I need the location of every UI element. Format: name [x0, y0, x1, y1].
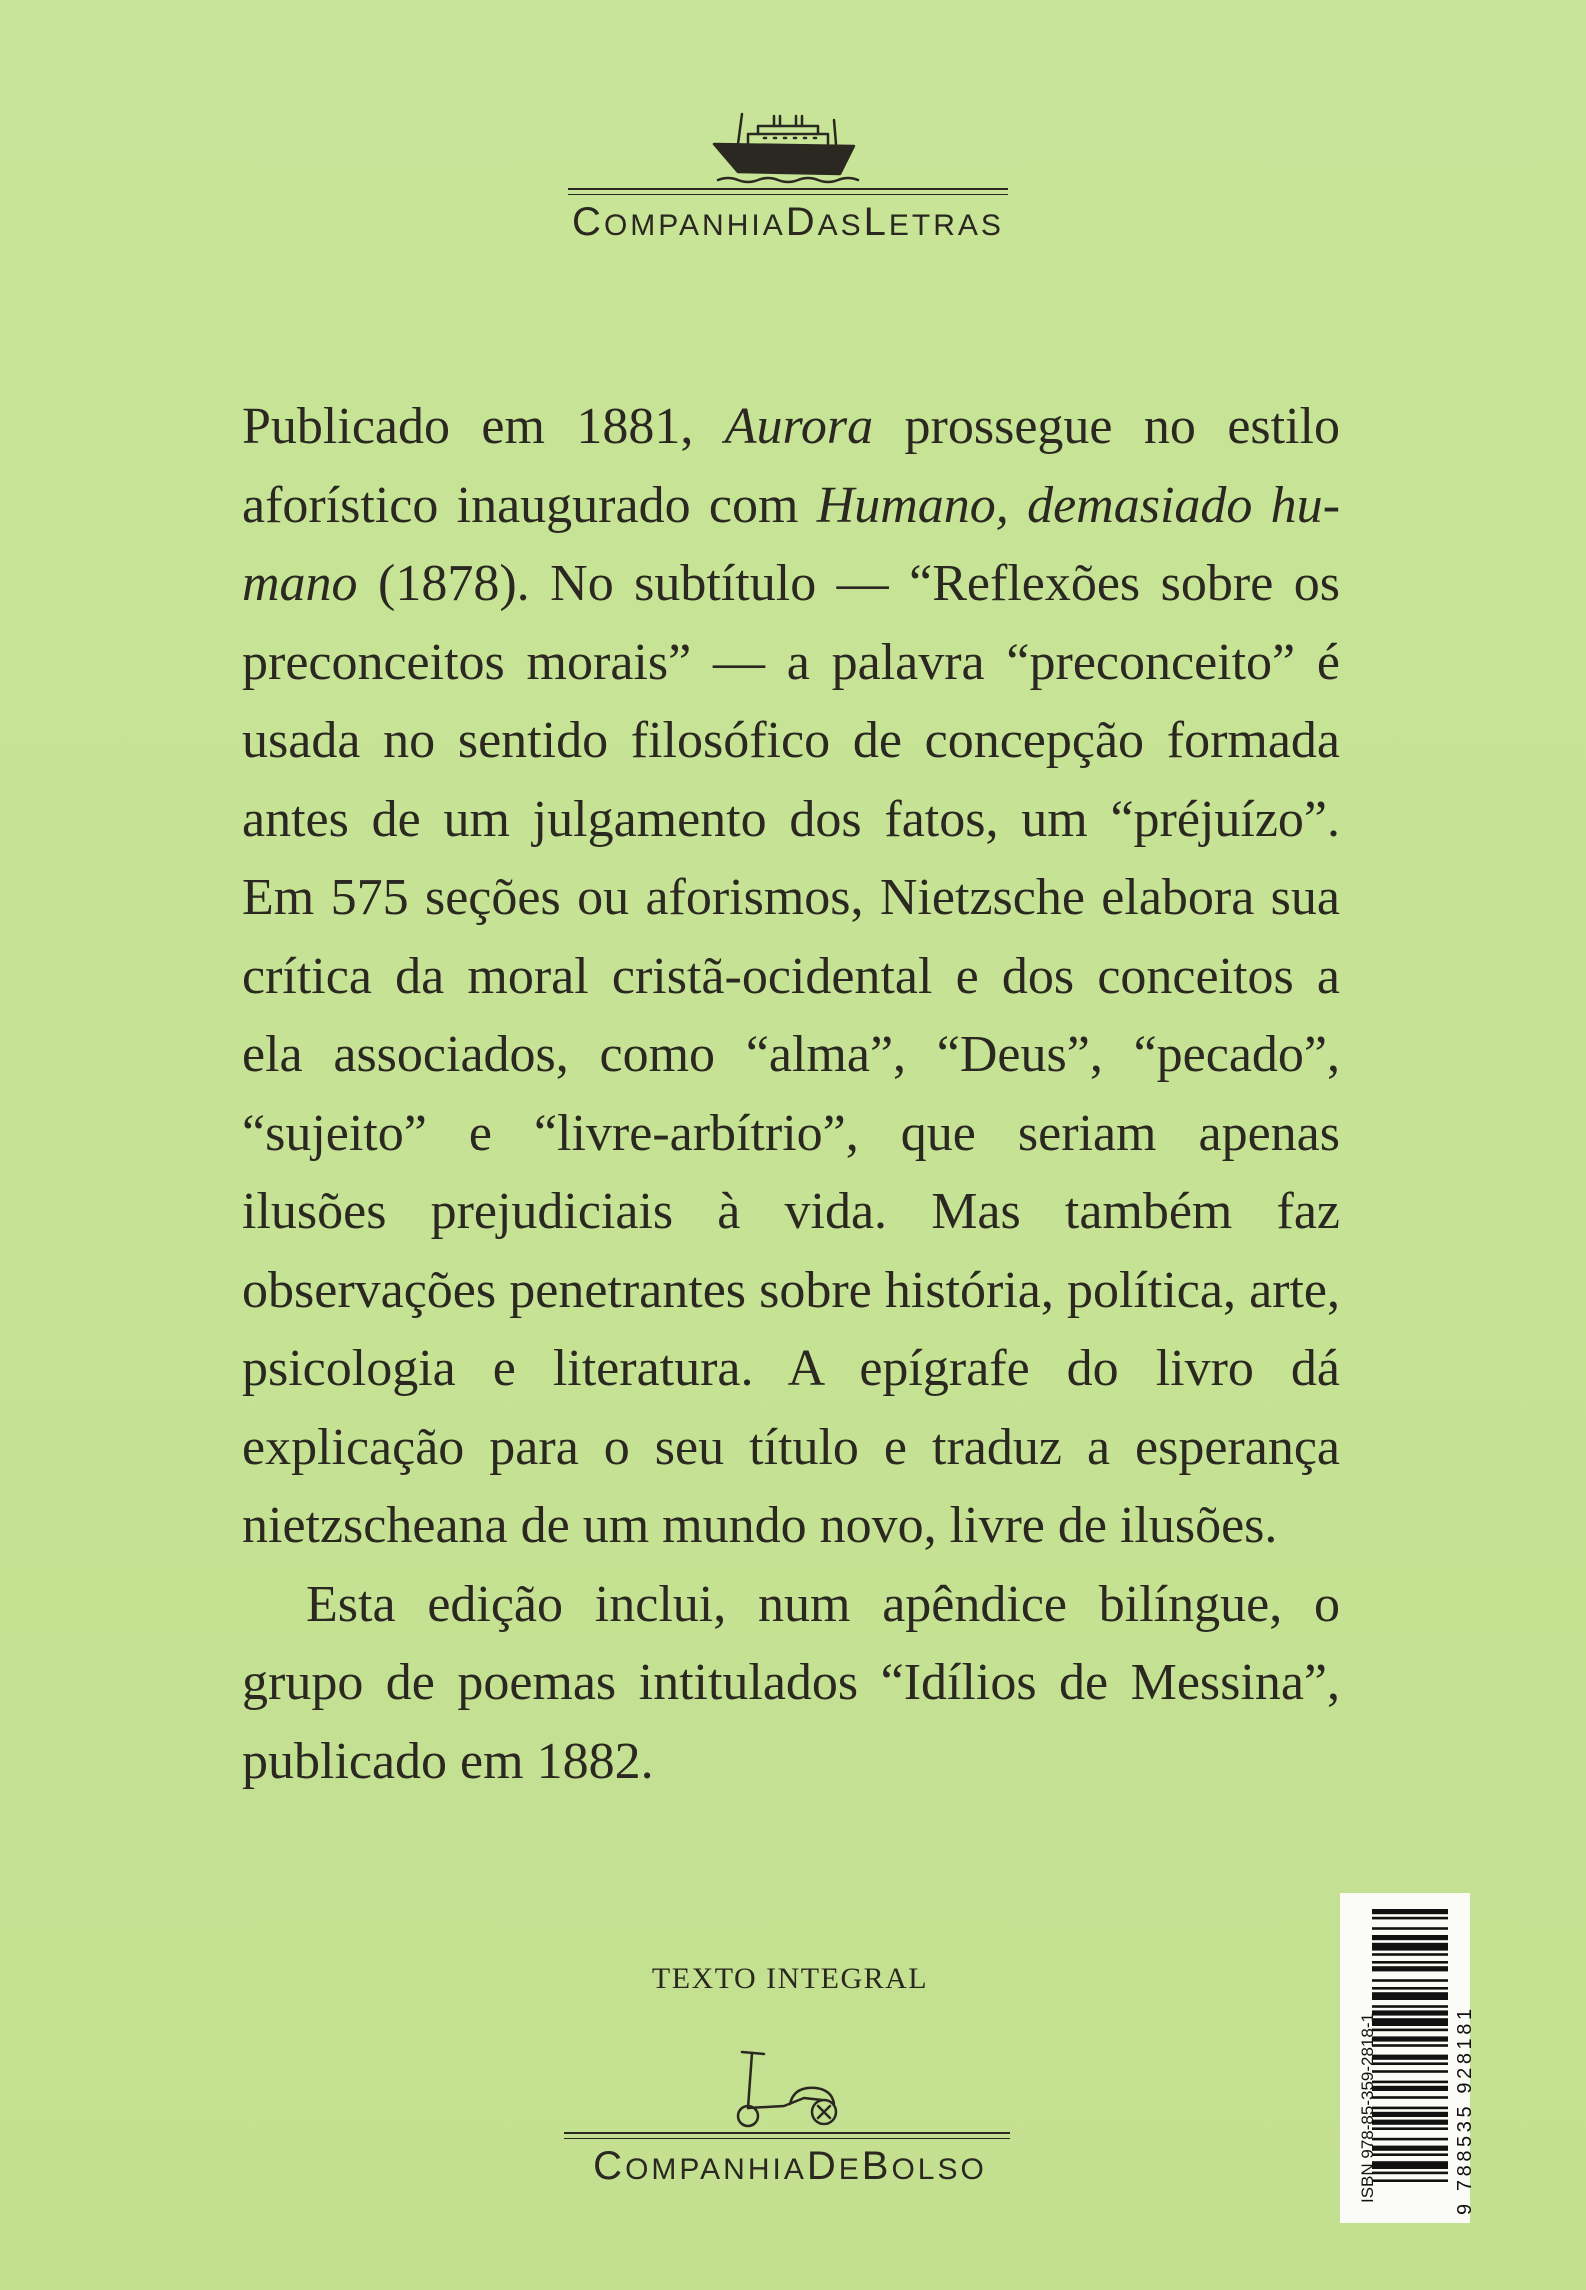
- barcode-bar: [1372, 2146, 1448, 2151]
- logo-rule-top: [564, 2132, 1010, 2134]
- barcode-bar: [1372, 1961, 1448, 1964]
- barcode-digits: 9 788535 928181: [1454, 2005, 1476, 2215]
- barcode-bar: [1372, 2138, 1448, 2141]
- barcode-bar: [1372, 2062, 1448, 2065]
- publisher-logo-bottom: [560, 2038, 1020, 2188]
- barcode-bar: [1372, 2005, 1448, 2008]
- barcode-bar: [1372, 1987, 1448, 1990]
- publisher-name-top: COMPANHIADASLETRAS: [572, 200, 1004, 244]
- barcode-bar: [1372, 1966, 1448, 1971]
- texto-integral-label: TEXTO INTEGRAL: [651, 1962, 929, 1995]
- publisher-name-bottom: COMPANHIADEBOLSO: [593, 2144, 987, 2188]
- barcode-bar: [1372, 2120, 1448, 2125]
- barcode-bar: [1372, 2161, 1448, 2169]
- logo-rule-bottom: [564, 2138, 1010, 2139]
- blurb-paragraph-1: Publicado em 1881, Aurora prossegue no estilo aforístico inaugurado com Humano, demasiado humano (1878). No subtítulo — “Reflexões sobre os preconceitos morais” — a palavra “preconceito” é usada no sentido filosófico de concepção formada antes de um julgamento dos fatos, um “préjuízo”. Em 575 seções ou aforismos, Nietzsche elabora sua crítica da moral cristã-ocidental e dos conceitos a ela associados, como “alma”, “Deus”, “pecado”, “sujeito” e “livre-arbítrio”, que seriam apenas ilusões prejudiciais à vida. Mas também faz observações penetrantes sobre história, política, arte, psicologia e literatura. A epígrafe do livro dá explicação para o seu título e traduz a esperança nietzscheana de um mundo novo, livre de ilusões.: [242, 398, 1341, 1554]
- barcode-bar: [1372, 2112, 1448, 2117]
- publisher-logo-top: [568, 110, 1018, 250]
- barcode-bar: [1372, 1917, 1448, 1920]
- barcode-bar: [1372, 1927, 1448, 1930]
- logo-rule-bottom: [568, 194, 1008, 195]
- barcode-bar: [1372, 1935, 1448, 1940]
- barcode-bar: [1372, 2055, 1448, 2060]
- barcode-bar: [1372, 2179, 1448, 2182]
- barcode-bar: [1372, 2044, 1448, 2047]
- barcode-bar: [1372, 1992, 1448, 2000]
- barcode-bar: [1372, 2029, 1448, 2032]
- barcode-bar: [1372, 1953, 1448, 1956]
- blurb-paragraph-2: Esta edição inclui, num apêndice bilíngue, o grupo de poemas intitulados “Idílios de Messina”, publicado em 1882.: [242, 1575, 1340, 1790]
- barcode-bar: [1372, 2172, 1448, 2175]
- steamship-icon: [708, 110, 868, 192]
- barcode-bar: [1372, 2010, 1448, 2015]
- barcode-bar: [1372, 2096, 1448, 2099]
- barcode-bar: [1372, 1979, 1448, 1982]
- barcode-bar: [1372, 2086, 1448, 2091]
- logo-rule-top: [568, 188, 1008, 190]
- barcode-bar: [1372, 1909, 1448, 1914]
- barcode-bar: [1372, 2070, 1448, 2073]
- barcode-bar: [1372, 2127, 1448, 2130]
- barcode-bar: [1372, 2036, 1448, 2041]
- barcode-bar: [1372, 1943, 1448, 1951]
- isbn-barcode: [1340, 1893, 1476, 2223]
- isbn-label: ISBN 978-85-359-2818-1: [1358, 2013, 1377, 2203]
- scooter-icon: [720, 2046, 850, 2132]
- barcode-bar: [1372, 2018, 1448, 2026]
- barcode-bar: [1372, 2107, 1448, 2110]
- barcode-bar: [1372, 2081, 1448, 2084]
- barcode-bar: [1372, 2153, 1448, 2156]
- back-cover-blurb: [242, 388, 1340, 1801]
